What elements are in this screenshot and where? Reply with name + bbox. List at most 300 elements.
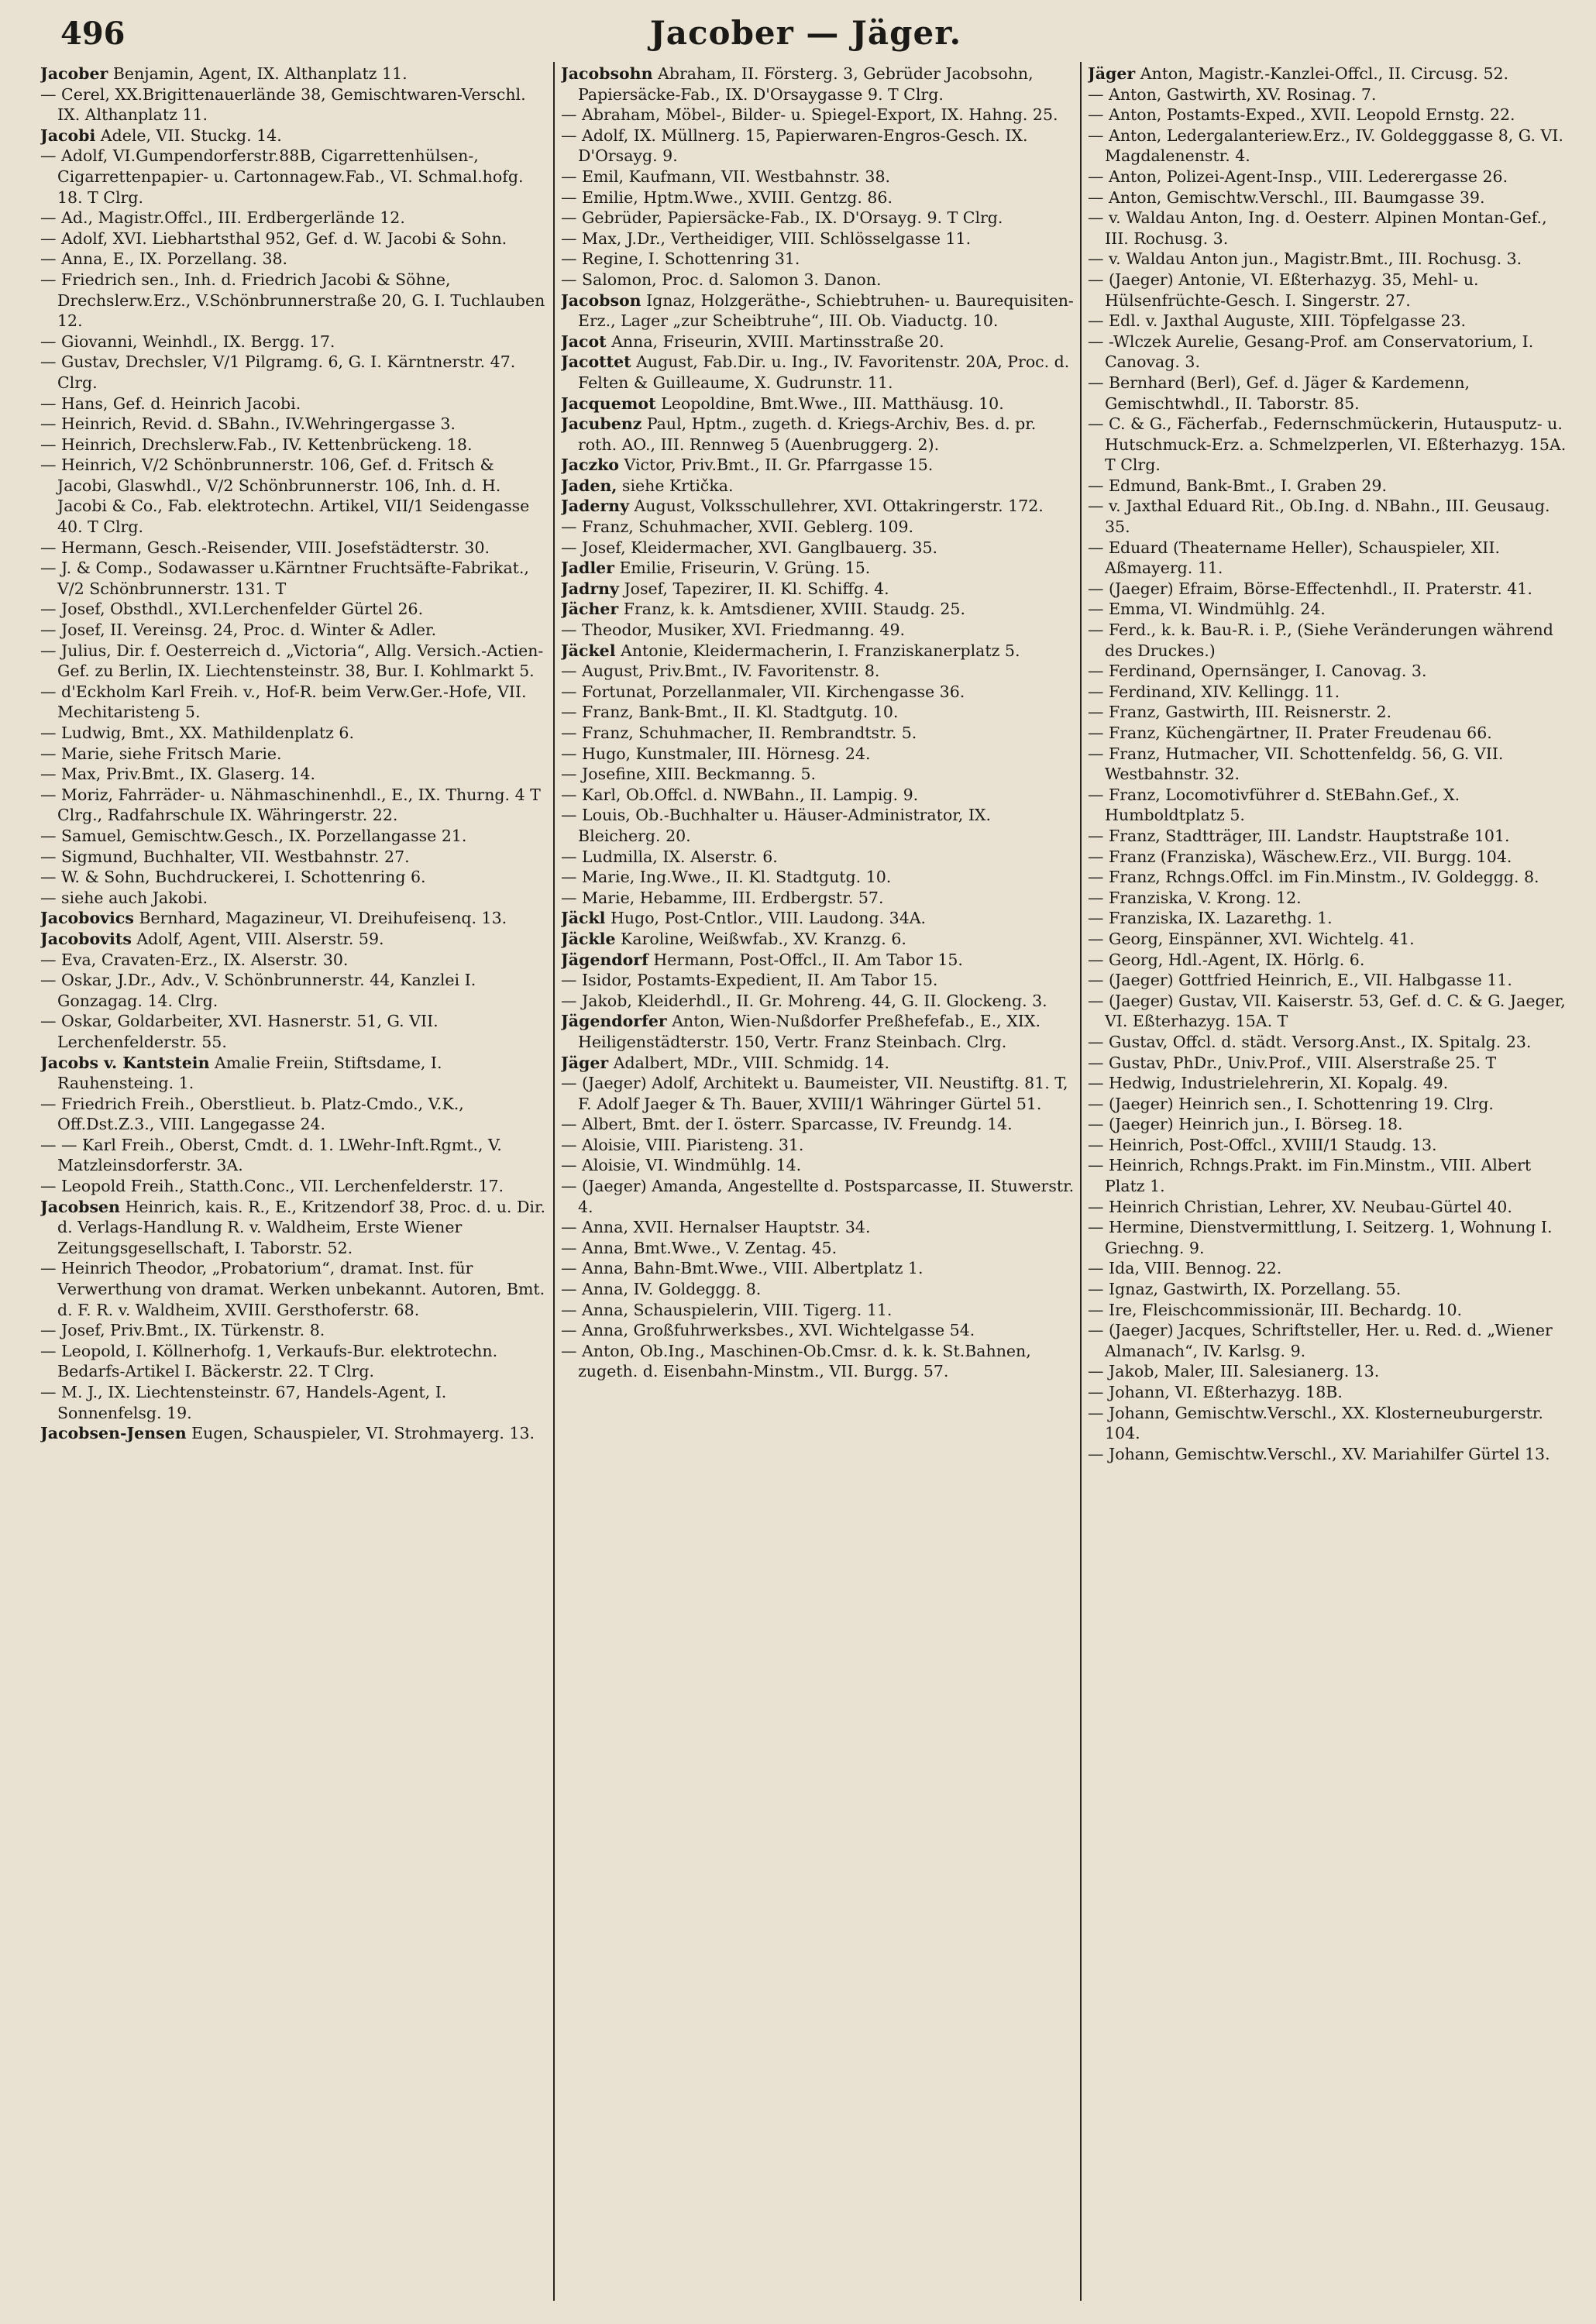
directory-entry bbox=[40, 558, 549, 599]
column-1 bbox=[40, 64, 549, 2310]
entry-text: — W. & Sohn, Buchdruckerei, I. Schottenring 6. bbox=[40, 868, 426, 887]
entry-text: Eugen, Schauspieler, VI. Strohmayerg. 13. bbox=[186, 1424, 535, 1443]
entry-text: — Louis, Ob.-Buchhalter u. Häuser-Administrator, IX. Bleicherg. 20. bbox=[561, 806, 992, 845]
directory-entry bbox=[1088, 908, 1568, 929]
entry-text: — Heinrich, Rchngs.Prakt. im Fin.Minstm., VIII. Albert Platz 1. bbox=[1088, 1156, 1532, 1196]
entry-text: — Ad., Magistr.Offcl., III. Erdbergerlände 12. bbox=[40, 208, 405, 228]
directory-entry bbox=[561, 661, 1075, 682]
directory-entry bbox=[40, 1011, 549, 1052]
page-number: 496 bbox=[60, 15, 126, 52]
directory-entry bbox=[40, 1053, 549, 1094]
directory-entry bbox=[1088, 187, 1568, 208]
directory-entry bbox=[1088, 620, 1568, 661]
directory-entry bbox=[1088, 249, 1568, 270]
entry-text: — Franz, Hutmacher, VII. Schottenfeldg. 56, G. VII. Westbahnstr. 32. bbox=[1088, 744, 1504, 784]
directory-entry bbox=[561, 125, 1075, 167]
directory-entry bbox=[1088, 270, 1568, 311]
directory-entry bbox=[40, 455, 549, 537]
directory-entry bbox=[40, 929, 549, 950]
directory-entry bbox=[561, 682, 1075, 703]
directory-entry bbox=[561, 641, 1075, 662]
entry-text: — Hugo, Kunstmaler, III. Hörnesg. 24. bbox=[561, 744, 871, 763]
directory-entry bbox=[561, 579, 1075, 600]
directory-entry bbox=[1088, 1279, 1568, 1300]
directory-entry bbox=[1088, 167, 1568, 187]
entry-text: — Gustav, PhDr., Univ.Prof., VIII. Alserstraße 25. T bbox=[1088, 1053, 1497, 1072]
entry-text: — Emilie, Hptm.Wwe., XVIII. Gentzg. 86. bbox=[561, 187, 893, 207]
entry-text: — Josef, Priv.Bmt., IX. Türkenstr. 8. bbox=[40, 1321, 325, 1340]
directory-entry bbox=[1088, 826, 1568, 847]
entry-surname: Jägendorfer bbox=[561, 1012, 667, 1031]
entry-text: — Heinrich, Drechslerw.Fab., IV. Kettenbrückeng. 18. bbox=[40, 435, 473, 454]
entry-text: Hugo, Post-Cntlor., VIII. Laudong. 34A. bbox=[605, 909, 927, 928]
entry-surname: Jacot bbox=[561, 332, 607, 351]
entry-surname: Jaden, bbox=[561, 476, 617, 495]
entry-text: Antonie, Kleidermacherin, I. Franziskanerplatz 5. bbox=[615, 641, 1020, 660]
entry-text: — Anton, Ob.Ing., Maschinen-Ob.Cmsr. d. k. k. St.Bahnen, zugeth. d. Eisenbahn-Minstm., VII. Burgg. 57. bbox=[561, 1341, 1031, 1381]
directory-entry bbox=[40, 682, 549, 723]
directory-entry bbox=[40, 435, 549, 456]
entry-text: — siehe auch Jakobi. bbox=[40, 888, 208, 907]
entry-text: Heinrich, kais. R., E., Kritzendorf 38, Proc. d. u. Dir. d. Verlags-Handlung R. v. Waldheim, Erste Wiener Zeitungsgesellschaft, I. Taborstr. 52. bbox=[57, 1197, 546, 1257]
entry-text: — Franziska, IX. Lazarethg. 1. bbox=[1088, 909, 1333, 928]
entry-text: — Anton, Gemischtw.Verschl., III. Baumgasse 39. bbox=[1088, 187, 1485, 207]
directory-entry bbox=[561, 1258, 1075, 1279]
directory-entry bbox=[1088, 723, 1568, 744]
directory-entry bbox=[1088, 867, 1568, 888]
entry-surname: Jacobovits bbox=[40, 929, 132, 948]
entry-text: — Marie, Hebamme, III. Erdbergstr. 57. bbox=[561, 888, 884, 907]
directory-entry bbox=[40, 1135, 549, 1176]
entry-text: Emilie, Friseurin, V. Grüng. 15. bbox=[614, 559, 871, 578]
entry-text: — Giovanni, Weinhdl., IX. Bergg. 17. bbox=[40, 332, 335, 351]
entry-text: — Josefine, XIII. Beckmanng. 5. bbox=[561, 765, 817, 784]
directory-entry bbox=[561, 1217, 1075, 1238]
entry-surname: Jadrny bbox=[561, 579, 619, 598]
entry-text: — Heinrich, Revid. d. SBahn., IV.Wehringergasse 3. bbox=[40, 414, 456, 434]
entry-text: — Hans, Gef. d. Heinrich Jacobi. bbox=[40, 394, 301, 413]
entry-text: — August, Priv.Bmt., IV. Favoritenstr. 8. bbox=[561, 662, 880, 681]
directory-entry bbox=[40, 394, 549, 414]
entry-text: — (Jaeger) Gustav, VII. Kaiserstr. 53, Gef. d. C. & G. Jaeger, VI. Eßterhazyg. 15A. T bbox=[1088, 991, 1566, 1031]
entry-surname: Jägendorf bbox=[561, 950, 648, 969]
directory-entry bbox=[40, 764, 549, 785]
entry-text: — M. J., IX. Liechtensteinstr. 67, Handels-Agent, I. Sonnenfelsg. 19. bbox=[40, 1383, 447, 1422]
entry-text: Hermann, Post-Offcl., II. Am Tabor 15. bbox=[648, 950, 963, 969]
directory-entry bbox=[561, 1176, 1075, 1217]
directory-entry bbox=[561, 847, 1075, 868]
entry-text: siehe Krtička. bbox=[617, 476, 734, 495]
entry-text: — Julius, Dir. f. Oesterreich d. „Victoria“, Allg. Versich.-Actien-Gef. zu Berlin, IX. Liechtensteinstr. 38, Bur. I. Kohlmarkt 5. bbox=[40, 641, 544, 681]
column-3 bbox=[1088, 64, 1568, 2310]
entry-surname: Jäckel bbox=[561, 641, 616, 660]
entry-text: — Gustav, Drechsler, V/1 Pilgramg. 6, G. I. Kärntnerstr. 47. Clrg. bbox=[40, 352, 516, 392]
entry-text: — Anton, Polizei-Agent-Insp., VIII. Lederergasse 26. bbox=[1088, 167, 1508, 186]
directory-entry bbox=[1088, 496, 1568, 537]
directory-entry bbox=[40, 744, 549, 765]
entry-text: — Anna, XVII. Hernalser Hauptstr. 34. bbox=[561, 1218, 871, 1237]
directory-entry bbox=[561, 888, 1075, 909]
entry-surname: Jaderny bbox=[561, 497, 629, 516]
directory-entry bbox=[561, 270, 1075, 290]
entry-text: — Franz (Franziska), Wäschew.Erz., VII. Burgg. 104. bbox=[1088, 847, 1512, 866]
directory-entry bbox=[561, 929, 1075, 950]
directory-entry bbox=[1088, 1300, 1568, 1321]
entry-text: — Georg, Einspänner, XVI. Wichtelg. 41. bbox=[1088, 929, 1415, 948]
directory-entry bbox=[1088, 950, 1568, 971]
directory-entry bbox=[40, 826, 549, 847]
directory-entry bbox=[40, 1197, 549, 1259]
entry-text: — Georg, Hdl.-Agent, IX. Hörlg. 6. bbox=[1088, 950, 1365, 969]
directory-entry bbox=[1088, 105, 1568, 125]
directory-entry bbox=[40, 270, 549, 332]
running-head: Jacober — Jäger. bbox=[649, 14, 962, 52]
directory-entry bbox=[561, 908, 1075, 929]
entry-text: — Anton, Gastwirth, XV. Rosinag. 7. bbox=[1088, 84, 1377, 104]
entry-text: — Friedrich sen., Inh. d. Friedrich Jacobi & Söhne, Drechslerw.Erz., V.Schönbrunnerstraße 20, G. I. Tuchlauben 12. bbox=[40, 270, 545, 331]
directory-entry bbox=[1088, 1217, 1568, 1258]
entry-text: — d'Eckholm Karl Freih. v., Hof-R. beim Verw.Ger.-Hofe, VII. Mechitaristeng 5. bbox=[40, 682, 527, 722]
directory-entry bbox=[1088, 1382, 1568, 1403]
entry-text: Anton, Magistr.-Kanzlei-Offcl., II. Circusg. 52. bbox=[1135, 64, 1509, 83]
entry-text: — Aloisie, VI. Windmühlg. 14. bbox=[561, 1156, 802, 1175]
directory-entry bbox=[1088, 1444, 1568, 1465]
directory-entry bbox=[561, 1300, 1075, 1321]
entry-text: — Abraham, Möbel-, Bilder- u. Spiegel-Export, IX. Hahng. 25. bbox=[561, 105, 1058, 125]
entry-text: — Aloisie, VIII. Piaristeng. 31. bbox=[561, 1135, 804, 1154]
entry-text: Adalbert, MDr., VIII. Schmidg. 14. bbox=[608, 1053, 889, 1072]
entry-text: — Anton, Postamts-Exped., XVII. Leopold Ernstg. 22. bbox=[1088, 105, 1515, 125]
directory-entry bbox=[561, 1155, 1075, 1176]
directory-entry bbox=[561, 538, 1075, 559]
directory-entry bbox=[561, 1135, 1075, 1156]
directory-entry bbox=[1088, 1155, 1568, 1196]
entry-text: — -Wlczek Aurelie, Gesang-Prof. am Conservatorium, I. Canovag. 3. bbox=[1088, 332, 1534, 372]
entry-text: — Sigmund, Buchhalter, VII. Westbahnstr. 27. bbox=[40, 847, 410, 866]
entry-surname: Jacobi bbox=[40, 125, 96, 145]
entry-text: — Johann, Gemischtw.Verschl., XX. Klosterneuburgerstr. 104. bbox=[1088, 1403, 1543, 1443]
entry-text: — Gustav, Offcl. d. städt. Versorg.Anst., IX. Spitalg. 23. bbox=[1088, 1032, 1532, 1051]
directory-entry bbox=[1088, 1320, 1568, 1361]
entry-text: — Emma, VI. Windmühlg. 24. bbox=[1088, 600, 1326, 619]
entry-text: — (Jaeger) Gottfried Heinrich, E., VII. Halbgasse 11. bbox=[1088, 971, 1512, 990]
directory-entry bbox=[40, 950, 549, 971]
directory-entry bbox=[561, 764, 1075, 785]
entry-surname: Jacober bbox=[40, 64, 108, 83]
directory-entry bbox=[561, 991, 1075, 1012]
entry-text: — Heinrich Theodor, „Probatorium“, dramat. Inst. für Verwerthung von dramat. Werken unbekannt. Autoren, Bmt. d. F. R. v. Waldheim, XVIII. Gersthoferstr. 68. bbox=[40, 1259, 545, 1319]
entry-text: — Ida, VIII. Bennog. 22. bbox=[1088, 1259, 1282, 1278]
directory-entry bbox=[1088, 1361, 1568, 1382]
directory-entry bbox=[561, 208, 1075, 229]
directory-entry bbox=[561, 1011, 1075, 1052]
directory-entry bbox=[1088, 1053, 1568, 1074]
directory-entry bbox=[1088, 332, 1568, 373]
directory-entry bbox=[561, 1320, 1075, 1341]
entry-text: Franz, k. k. Amtsdiener, XVIII. Staudg. 25. bbox=[618, 600, 965, 619]
entry-text: — Max, Priv.Bmt., IX. Glaserg. 14. bbox=[40, 765, 316, 784]
entry-text: — J. & Comp., Sodawasser u.Kärntner Fruchtsäfte-Fabrikat., V/2 Schönbrunnerstr. 131. T bbox=[40, 559, 529, 598]
entry-text: — Josef, II. Vereinsg. 24, Proc. d. Winter & Adler. bbox=[40, 621, 437, 640]
directory-entry bbox=[561, 970, 1075, 991]
entry-text: — Hermine, Dienstvermittlung, I. Seitzerg. 1, Wohnung I. Griechng. 9. bbox=[1088, 1218, 1553, 1257]
directory-entry bbox=[561, 394, 1075, 414]
directory-entry bbox=[1088, 84, 1568, 105]
directory-entry bbox=[561, 702, 1075, 723]
entry-text: Paul, Hptm., zugeth. d. Kriegs-Archiv, Bes. d. pr. roth. AO., III. Rennweg 5 (Auenbruggerg. 2). bbox=[578, 414, 1037, 454]
column-divider bbox=[553, 62, 555, 2301]
entry-text: — Heinrich Christian, Lehrer, XV. Neubau-Gürtel 40. bbox=[1088, 1197, 1512, 1216]
entry-text: — Friedrich Freih., Oberstlieut. b. Platz-Cmdo., V.K., Off.Dst.Z.3., VIII. Langegasse 24. bbox=[40, 1094, 464, 1134]
entry-text: — Heinrich, Post-Offcl., XVIII/1 Staudg. 13. bbox=[1088, 1135, 1437, 1154]
entry-text: — Franz, Locomotivführer d. StEBahn.Gef., X. Humboldtplatz 5. bbox=[1088, 785, 1460, 825]
entry-text: — (Jaeger) Antonie, VI. Eßterhazyg. 35, Mehl- u. Hülsenfrüchte-Gesch. I. Singerstr. 27. bbox=[1088, 270, 1479, 310]
entry-surname: Jäckl bbox=[561, 909, 606, 928]
directory-entry bbox=[40, 1382, 549, 1423]
directory-entry bbox=[40, 1341, 549, 1382]
entry-text: — Johann, VI. Eßterhazyg. 18B. bbox=[1088, 1383, 1343, 1401]
entry-surname: Jacquemot bbox=[561, 394, 656, 413]
directory-entry bbox=[1088, 208, 1568, 249]
entry-text: — Anna, E., IX. Porzellang. 38. bbox=[40, 249, 288, 269]
entry-text: — Ludmilla, IX. Alserstr. 6. bbox=[561, 847, 778, 866]
directory-entry bbox=[561, 867, 1075, 888]
entry-text: — Regine, I. Schottenring 31. bbox=[561, 249, 800, 269]
directory-entry bbox=[561, 290, 1075, 332]
directory-entry bbox=[40, 1423, 549, 1444]
entry-text: — Franz, Bank-Bmt., II. Kl. Stadtgutg. 10. bbox=[561, 703, 899, 722]
entry-text: — Theodor, Musiker, XVI. Friedmanng. 49. bbox=[561, 621, 906, 640]
directory-entry bbox=[561, 332, 1075, 352]
entry-text: — Ignaz, Gastwirth, IX. Porzellang. 55. bbox=[1088, 1280, 1402, 1299]
entry-text: — Oskar, Goldarbeiter, XVI. Hasnerstr. 51, G. VII. Lerchenfelderstr. 55. bbox=[40, 1012, 439, 1051]
directory-entry bbox=[40, 785, 549, 826]
entry-surname: Jacobson bbox=[561, 290, 641, 310]
directory-entry bbox=[561, 1279, 1075, 1300]
directory-entry bbox=[40, 125, 549, 146]
directory-entry bbox=[1088, 970, 1568, 991]
directory-entry bbox=[561, 455, 1075, 476]
directory-entry bbox=[40, 908, 549, 929]
entry-text: — Franziska, V. Krong. 12. bbox=[1088, 888, 1302, 907]
entry-text: — Josef, Kleidermacher, XVI. Ganglbauerg. 35. bbox=[561, 538, 938, 557]
entry-text: — Jakob, Maler, III. Salesianerg. 13. bbox=[1088, 1362, 1380, 1381]
directory-entry bbox=[1088, 702, 1568, 723]
entry-surname: Jacobsen bbox=[40, 1197, 120, 1216]
directory-entry bbox=[40, 64, 549, 84]
entry-text: — Eduard (Theatername Heller), Schauspieler, XII. Aßmayerg. 11. bbox=[1088, 538, 1501, 578]
entry-text: — (Jaeger) Efraim, Börse-Effectenhdl., II. Praterstr. 41. bbox=[1088, 579, 1532, 598]
entry-text: Benjamin, Agent, IX. Althanplatz 11. bbox=[108, 64, 408, 83]
entry-surname: Jaczko bbox=[561, 456, 619, 475]
entry-text: — Edl. v. Jaxthal Auguste, XIII. Töpfelgasse 23. bbox=[1088, 311, 1467, 331]
directory-entry bbox=[40, 414, 549, 435]
entry-text: — Adolf, VI.Gumpendorferstr.88B, Cigarrettenhülsen-, Cigarrettenpapier- u. Cartonnagew.Fab., VI. Schmal.hofg. 18. T Clrg. bbox=[40, 146, 524, 207]
directory-entry bbox=[561, 64, 1075, 105]
entry-text: Karoline, Weißwfab., XV. Kranzg. 6. bbox=[615, 929, 906, 948]
directory-entry bbox=[1088, 785, 1568, 826]
directory-entry bbox=[1088, 744, 1568, 785]
directory-entry bbox=[1088, 414, 1568, 476]
entry-surname: Jacobovics bbox=[40, 909, 134, 928]
directory-entry bbox=[40, 1258, 549, 1320]
directory-entry bbox=[1088, 1197, 1568, 1218]
entry-text: — Franz, Schuhmacher, XVII. Geblerg. 109. bbox=[561, 517, 914, 537]
entry-text: — Anna, Bmt.Wwe., V. Zentag. 45. bbox=[561, 1238, 838, 1257]
directory-entry bbox=[40, 208, 549, 229]
directory-entry bbox=[1088, 1094, 1568, 1115]
entry-text: — Marie, siehe Fritsch Marie. bbox=[40, 744, 282, 763]
directory-entry bbox=[561, 476, 1075, 497]
directory-entry bbox=[40, 847, 549, 868]
entry-text: — Josef, Obsthdl., XVI.Lerchenfelder Gürtel 26. bbox=[40, 600, 424, 619]
directory-entry bbox=[561, 1238, 1075, 1259]
entry-text: — Anna, IV. Goldeggg. 8. bbox=[561, 1280, 762, 1299]
directory-entry bbox=[561, 352, 1075, 393]
directory-entry bbox=[40, 620, 549, 641]
entry-text: — Hedwig, Industrielehrerin, XI. Kopalg. 49. bbox=[1088, 1074, 1449, 1093]
entry-text: Abraham, II. Försterg. 3, Gebrüder Jacobsohn, Papiersäcke-Fab., IX. D'Orsaygasse 9. T Clrg. bbox=[578, 64, 1034, 104]
entry-text: — v. Waldau Anton jun., Magistr.Bmt., III. Rochusg. 3. bbox=[1088, 249, 1522, 269]
directory-entry bbox=[561, 620, 1075, 641]
entry-text: — — Karl Freih., Oberst, Cmdt. d. 1. LWehr-Inft.Rgmt., V. Matzleinsdorferstr. 3A. bbox=[40, 1135, 502, 1175]
entry-text: — Albert, Bmt. der I. österr. Sparcasse, IV. Freundg. 14. bbox=[561, 1115, 1013, 1134]
directory-entry bbox=[1088, 682, 1568, 703]
entry-text: — (Jaeger) Heinrich jun., I. Börseg. 18. bbox=[1088, 1115, 1403, 1134]
directory-entry bbox=[40, 888, 549, 909]
directory-entry bbox=[1088, 661, 1568, 682]
directory-entry bbox=[561, 1053, 1075, 1074]
entry-surname: Jacobs v. Kantstein bbox=[40, 1053, 210, 1072]
entry-text: — Anton, Ledergalanteriew.Erz., IV. Goldegggasse 8, G. VI. Magdalenenstr. 4. bbox=[1088, 125, 1563, 166]
entry-text: Anna, Friseurin, XVIII. Martinsstraße 20. bbox=[606, 332, 944, 351]
entry-text: Josef, Tapezirer, II. Kl. Schiffg. 4. bbox=[618, 579, 889, 598]
entry-surname: Jäger bbox=[1088, 64, 1136, 83]
entry-text: Ignaz, Holzgeräthe-, Schiebtruhen- u. Baurequisiten-Erz., Lager „zur Scheibtruhe“, III. Ob. Viaductg. 10. bbox=[578, 290, 1074, 331]
entry-text: — Salomon, Proc. d. Salomon 3. Danon. bbox=[561, 270, 882, 289]
directory-entry bbox=[40, 146, 549, 208]
entry-text: — Bernhard (Berl), Gef. d. Jäger & Kardemenn, Gemischtwhdl., II. Taborstr. 85. bbox=[1088, 373, 1470, 413]
entry-text: — v. Jaxthal Eduard Rit., Ob.Ing. d. NBahn., III. Geusaug. 35. bbox=[1088, 497, 1550, 537]
directory-entry bbox=[561, 496, 1075, 517]
entry-text: — Hermann, Gesch.-Reisender, VIII. Josefstädterstr. 30. bbox=[40, 538, 490, 557]
directory-entry bbox=[561, 414, 1075, 455]
entry-text: — Ire, Fleischcommissionär, III. Bechardg. 10. bbox=[1088, 1300, 1463, 1319]
directory-entry bbox=[561, 805, 1075, 846]
entry-text: — (Jaeger) Jacques, Schriftsteller, Her. u. Red. d. „Wiener Almanach“, IV. Karlsg. 9. bbox=[1088, 1321, 1553, 1360]
entry-text: — Anna, Bahn-Bmt.Wwe., VIII. Albertplatz 1. bbox=[561, 1259, 924, 1278]
entry-text: Leopoldine, Bmt.Wwe., III. Matthäusg. 10. bbox=[655, 394, 1004, 413]
page-header bbox=[0, 0, 1596, 62]
entry-text: — Ferdinand, XIV. Kellingg. 11. bbox=[1088, 682, 1340, 701]
entry-text: — Karl, Ob.Offcl. d. NWBahn., II. Lampig. 9. bbox=[561, 785, 919, 804]
directory-entry bbox=[561, 599, 1075, 620]
directory-entry bbox=[1088, 991, 1568, 1032]
column-divider bbox=[1080, 62, 1082, 2301]
entry-text: August, Volksschullehrer, XVI. Ottakringerstr. 172. bbox=[628, 497, 1044, 516]
entry-text: — v. Waldau Anton, Ing. d. Oesterr. Alpinen Montan-Gef., III. Rochusg. 3. bbox=[1088, 208, 1547, 248]
directory-entry bbox=[40, 867, 549, 888]
entry-text: — Franz, Gastwirth, III. Reisnerstr. 2. bbox=[1088, 703, 1392, 722]
entry-text: — Oskar, J.Dr., Adv., V. Schönbrunnerstr. 44, Kanzlei I. Gonzagag. 14. Clrg. bbox=[40, 971, 476, 1010]
directory-entry bbox=[1088, 476, 1568, 497]
directory-entry bbox=[561, 187, 1075, 208]
entry-text: — Adolf, XVI. Liebhartsthal 952, Gef. d. W. Jacobi & Sohn. bbox=[40, 229, 507, 248]
directory-entry bbox=[1088, 1073, 1568, 1094]
directory-entry bbox=[40, 599, 549, 620]
entry-text: — Ferdinand, Opernsänger, I. Canovag. 3. bbox=[1088, 662, 1427, 681]
entry-text: — Adolf, IX. Müllnerg. 15, Papierwaren-Engros-Gesch. IX. D'Orsayg. 9. bbox=[561, 125, 1028, 166]
directory-entry bbox=[1088, 1403, 1568, 1444]
entry-text: — (Jaeger) Amanda, Angestellte d. Postsparcasse, II. Stuwerstr. 4. bbox=[561, 1177, 1075, 1216]
entry-surname: Jacubenz bbox=[561, 414, 642, 434]
entry-text: — Heinrich, V/2 Schönbrunnerstr. 106, Gef. d. Fritsch & Jacobi, Glaswhdl., V/2 Schönbrunnerstr. 106, Inh. d. H. Jacobi & Co., Fab. elektrotechn. Artikel, VII/1 Seidengasse 40. T Clrg. bbox=[40, 456, 530, 537]
directory-entry bbox=[1088, 579, 1568, 600]
directory-entry bbox=[561, 167, 1075, 187]
directory-entry bbox=[561, 744, 1075, 765]
entry-text: — (Jaeger) Adolf, Architekt u. Baumeister, VII. Neustiftg. 81. T, F. Adolf Jaeger & Th. Bauer, XVIII/1 Währinger Gürtel 51. bbox=[561, 1074, 1068, 1113]
entry-text: — Franz, Küchengärtner, II. Prater Freudenau 66. bbox=[1088, 724, 1492, 742]
entry-text: — Anna, Großfuhrwerksbes., XVI. Wichtelgasse 54. bbox=[561, 1321, 975, 1340]
entry-text: Victor, Priv.Bmt., II. Gr. Pfarrgasse 15. bbox=[618, 456, 934, 475]
entry-text: — Isidor, Postamts-Expedient, II. Am Tabor 15. bbox=[561, 971, 938, 990]
directory-entry bbox=[1088, 1135, 1568, 1156]
directory-entry bbox=[1088, 888, 1568, 909]
entry-text: — C. & G., Fächerfab., Federnschmückerin, Hutausputz- u. Hutschmuck-Erz. a. Schmelzperlen, VI. Eßterhazyg. 15A. T Clrg. bbox=[1088, 414, 1567, 475]
entry-text: Amalie Freiin, Stiftsdame, I. Rauhensteing. 1. bbox=[57, 1053, 442, 1093]
directory-entry bbox=[40, 538, 549, 559]
directory-entry bbox=[1088, 311, 1568, 332]
entry-text: — (Jaeger) Heinrich sen., I. Schottenring 19. Clrg. bbox=[1088, 1094, 1494, 1113]
entry-text: — Jakob, Kleiderhdl., II. Gr. Mohreng. 44, G. II. Glockeng. 3. bbox=[561, 991, 1047, 1010]
entry-text: — Samuel, Gemischtw.Gesch., IX. Porzellangasse 21. bbox=[40, 826, 467, 845]
column-2 bbox=[561, 64, 1075, 2310]
entry-surname: Jadler bbox=[561, 559, 614, 578]
entry-surname: Jacobsohn bbox=[561, 64, 653, 83]
entry-text: — Leopold, I. Köllnerhofg. 1, Verkaufs-Bur. elektrotechn. Bedarfs-Artikel I. Bäckerstr. 22. T Clrg. bbox=[40, 1341, 498, 1381]
directory-entry bbox=[1088, 1032, 1568, 1053]
entry-text: — Cerel, XX.Brigittenauerlände 38, Gemischtwaren-Verschl. IX. Althanplatz 11. bbox=[40, 84, 526, 125]
entry-surname: Jäger bbox=[561, 1053, 609, 1072]
directory-entry bbox=[1088, 1114, 1568, 1135]
entry-text: — Moriz, Fahrräder- u. Nähmaschinenhdl., E., IX. Thurng. 4 T Clrg., Radfahrschule IX. Währingerstr. 22. bbox=[40, 785, 541, 825]
entry-text: — Emil, Kaufmann, VII. Westbahnstr. 38. bbox=[561, 167, 891, 186]
entry-surname: Jäckle bbox=[561, 929, 616, 948]
directory-entry bbox=[40, 352, 549, 393]
entry-surname: Jacobsen-Jensen bbox=[40, 1424, 187, 1443]
directory-entry bbox=[561, 558, 1075, 579]
entry-text: — Ferd., k. k. Bau-R. i. P., (Siehe Veränderungen während des Druckes.) bbox=[1088, 621, 1553, 660]
directory-entry bbox=[1088, 599, 1568, 620]
directory-entry bbox=[561, 1114, 1075, 1135]
entry-text: — Gebrüder, Papiersäcke-Fab., IX. D'Orsayg. 9. T Clrg. bbox=[561, 208, 1003, 228]
entry-text: August, Fab.Dir. u. Ing., IV. Favoritenstr. 20A, Proc. d. Felten & Guilleaume, X. Gudrunstr. 11. bbox=[578, 352, 1070, 392]
directory-entry bbox=[40, 229, 549, 249]
entry-text: — Anna, Schauspielerin, VIII. Tigerg. 11. bbox=[561, 1300, 893, 1319]
directory-entry bbox=[40, 1176, 549, 1197]
directory-entry bbox=[40, 84, 549, 125]
directory-entry bbox=[1088, 1258, 1568, 1279]
directory-entry bbox=[40, 1320, 549, 1341]
directory-entry bbox=[40, 249, 549, 270]
directory-entry bbox=[561, 517, 1075, 538]
directory-entry bbox=[40, 970, 549, 1011]
entry-text: — Max, J.Dr., Vertheidiger, VIII. Schlösselgasse 11. bbox=[561, 229, 972, 248]
entry-text: — Fortunat, Porzellanmaler, VII. Kirchengasse 36. bbox=[561, 682, 965, 701]
entry-text: — Johann, Gemischtw.Verschl., XV. Mariahilfer Gürtel 13. bbox=[1088, 1444, 1550, 1463]
directory-entry bbox=[561, 229, 1075, 249]
entry-text: Bernhard, Magazineur, VI. Dreihufeisenq. 13. bbox=[133, 909, 507, 928]
